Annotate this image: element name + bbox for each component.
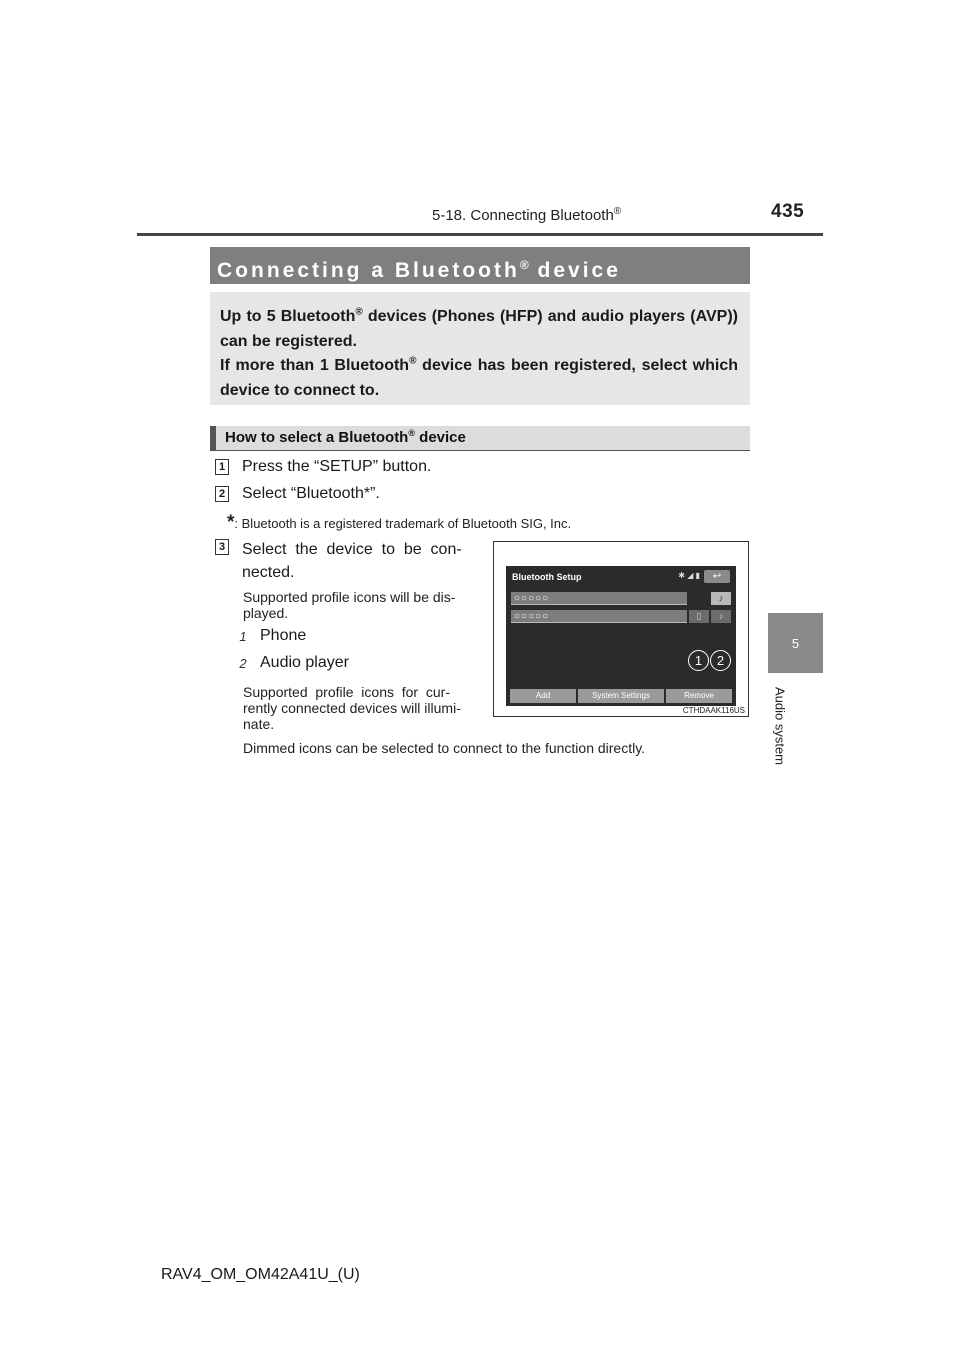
illumination-note: Supported profile icons for cur- rently connected devices will illumi- nate. xyxy=(243,684,461,732)
profile-icons-note: Supported profile icons will be dis- played. xyxy=(243,589,456,621)
device-row-2: ○○○○○ xyxy=(511,610,687,623)
step-1-text: Press the “SETUP” button. xyxy=(242,458,432,475)
figure-callout-1: 1 xyxy=(688,650,709,671)
add-button: Add xyxy=(510,689,576,703)
callout-1-number: 1 xyxy=(239,628,247,644)
phone-icon: ▯ xyxy=(689,610,709,623)
step-2-badge: 2 xyxy=(215,486,229,502)
subheading-marker xyxy=(210,426,216,450)
intro-box xyxy=(210,292,750,405)
running-header-section: 5-18. Connecting Bluetooth® xyxy=(432,206,622,224)
remove-button: Remove xyxy=(666,689,732,703)
audio-player-icon: ♪ xyxy=(711,592,731,605)
intro-paragraph-1: Up to 5 Bluetooth® devices (Phones (HFP) and audio players (AVP)) can be registered. xyxy=(220,306,738,350)
intro-paragraph-2: If more than 1 Bluetooth® device has been registered, select which device to connect to. xyxy=(220,355,739,399)
dimmed-icons-note: Dimmed icons can be selected to connect to the function directly. xyxy=(243,740,646,756)
screen-image xyxy=(506,566,736,706)
subheading: How to select a Bluetooth® device xyxy=(210,426,750,451)
device-row-1: ○○○○○ xyxy=(511,592,687,605)
callout-1-label: Phone xyxy=(260,627,307,644)
chapter-label: Audio system xyxy=(772,686,788,765)
screen-button-bar xyxy=(510,689,732,703)
figure-code: CTHDAAK116US xyxy=(682,706,745,715)
step-3-badge: 3 xyxy=(215,539,229,555)
bluetooth-setup-figure xyxy=(493,541,749,717)
figure-callout-2: 2 xyxy=(710,650,731,671)
status-icons: ✱ ◢ ▮ xyxy=(678,571,700,580)
footnote: *: Bluetooth is a registered trademark of Bluetooth SIG, Inc. xyxy=(227,512,572,533)
step-2-text: Select “Bluetooth*”. xyxy=(242,485,380,502)
audio-player-dim-icon: ♪ xyxy=(711,610,731,623)
back-icon: ↩ xyxy=(704,570,730,583)
callout-2-label: Audio player xyxy=(260,654,349,671)
step-3-text: Select the device to be con- nected. xyxy=(242,541,462,581)
chapter-tab: 5 xyxy=(768,613,823,673)
step-1-badge: 1 xyxy=(215,459,229,475)
system-settings-button: System Settings xyxy=(578,689,664,703)
callout-2-number: 2 xyxy=(239,655,247,671)
document-footer: RAV4_OM_OM42A41U_(U) xyxy=(161,1266,360,1283)
header-rule xyxy=(137,233,823,236)
page-number: 435 xyxy=(771,201,805,222)
screen-title: Bluetooth Setup xyxy=(512,572,582,582)
section-title: Connecting a Bluetooth® device xyxy=(210,247,750,284)
